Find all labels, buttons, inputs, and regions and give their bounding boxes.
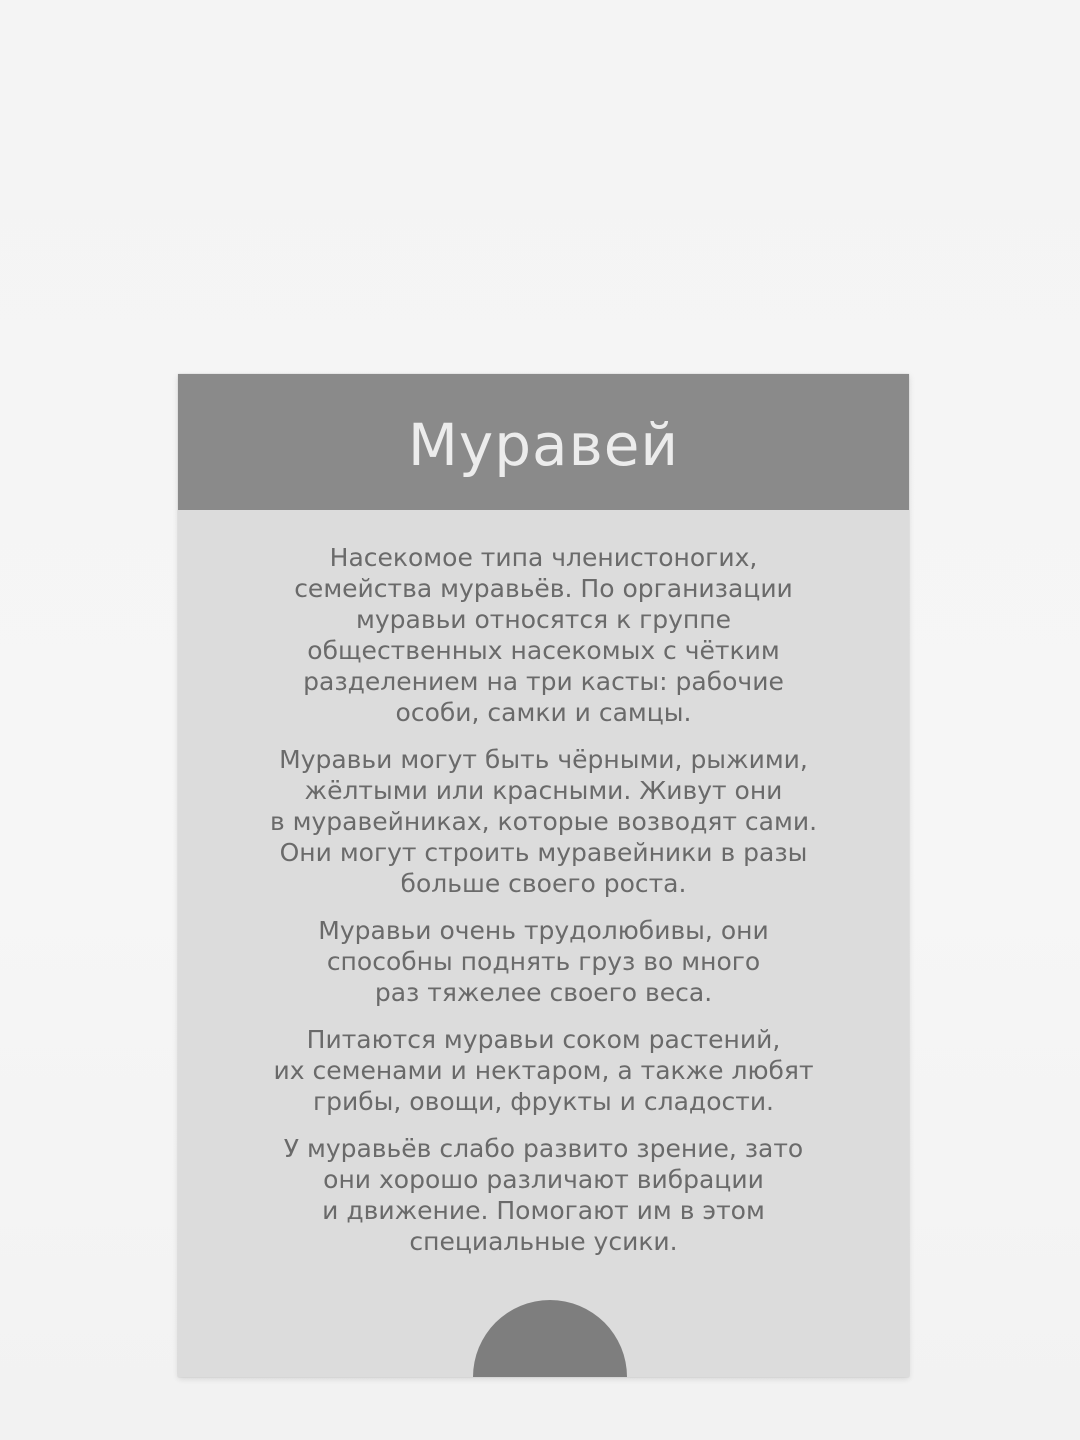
- paragraph-strength: [218, 915, 869, 1008]
- text-line: Питаются муравьи соком растений,: [306, 1025, 781, 1054]
- text-line: способны поднять груз во много: [326, 947, 761, 976]
- info-card: [178, 374, 909, 1377]
- text-line: специальные усики.: [409, 1227, 678, 1256]
- text-line: в муравейниках, которые возводят сами.: [269, 807, 818, 836]
- card-body: [218, 542, 869, 1273]
- paragraph-appearance: [218, 744, 869, 899]
- text-line: больше своего роста.: [400, 869, 687, 898]
- card-title: Муравей: [407, 411, 680, 479]
- text-line: жёлтыми или красными. Живут они: [304, 776, 783, 805]
- text-line: У муравьёв слабо развито зрение, зато: [283, 1134, 804, 1163]
- paragraph-senses: [218, 1133, 869, 1257]
- text-line: и движение. Помогают им в этом: [322, 1196, 765, 1225]
- text-line: семейства муравьёв. По организации: [294, 574, 793, 603]
- decorative-circle: [473, 1300, 627, 1377]
- text-line: их семенами и нектаром, а также любят: [273, 1056, 814, 1085]
- text-line: Они могут строить муравейники в разы: [279, 838, 808, 867]
- text-line: Муравьи могут быть чёрными, рыжими,: [279, 745, 808, 774]
- text-line: Муравьи очень трудолюбивы, они: [318, 916, 769, 945]
- text-line: грибы, овощи, фрукты и сладости.: [312, 1087, 775, 1116]
- text-line: разделением на три касты: рабочие: [303, 667, 784, 696]
- paragraph-classification: [218, 542, 869, 728]
- card-header: [178, 374, 909, 510]
- text-line: они хорошо различают вибрации: [323, 1165, 764, 1194]
- text-line: муравьи относятся к группе: [356, 605, 731, 634]
- paragraph-diet: [218, 1024, 869, 1117]
- text-line: раз тяжелее своего веса.: [374, 978, 713, 1007]
- text-line: особи, самки и самцы.: [395, 698, 692, 727]
- text-line: Насекомое типа членистоногих,: [329, 543, 758, 572]
- text-line: общественных насекомых с чётким: [307, 636, 780, 665]
